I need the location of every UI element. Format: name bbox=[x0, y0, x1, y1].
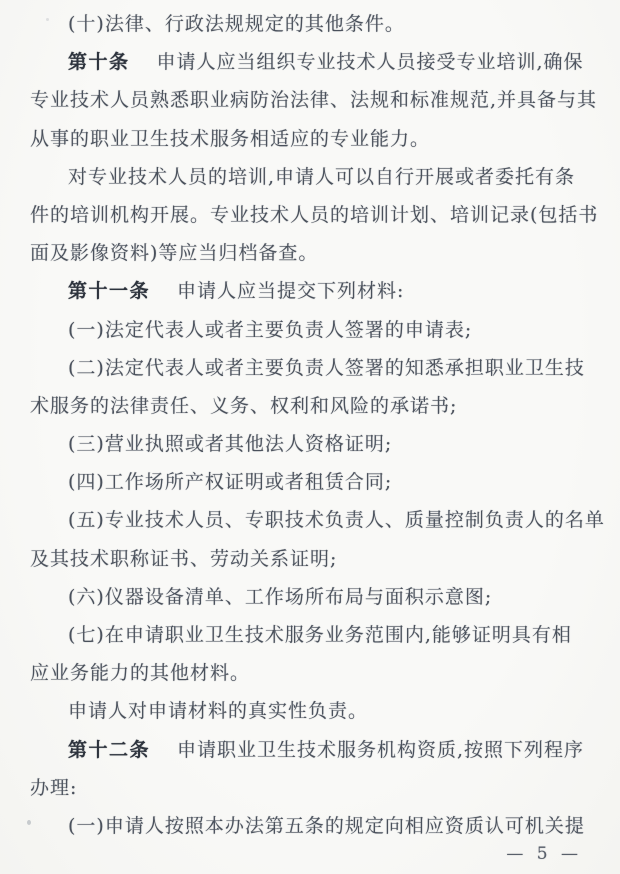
line-text: 办理: bbox=[30, 776, 78, 799]
scan-speck bbox=[46, 18, 49, 21]
page-number: — 5 — bbox=[506, 844, 582, 864]
article-heading-line bbox=[30, 731, 614, 769]
line-text: (二)法定代表人或者主要负责人签署的知悉承担职业卫生技 bbox=[68, 356, 585, 379]
line-text: 专业技术人员熟悉职业病防治法律、法规和标准规范,并具备与其 bbox=[30, 89, 598, 112]
line-text: 申请职业卫生技术服务机构资质,按照下列程序 bbox=[177, 738, 585, 761]
article-number: 第十二条 bbox=[68, 738, 151, 761]
line-text: 申请人应当组织专业技术人员接受专业培训,确保 bbox=[156, 51, 584, 74]
line-text: (十)法律、行政法规规定的其他条件。 bbox=[68, 13, 405, 35]
text-line bbox=[30, 120, 614, 158]
text-line bbox=[30, 349, 614, 387]
document-body bbox=[30, 5, 614, 845]
text-line bbox=[30, 540, 614, 578]
line-text: 件的培训机构开展。专业技术人员的培训计划、培训记录(包括书 bbox=[30, 203, 599, 226]
text-line bbox=[30, 234, 614, 272]
article-heading-line bbox=[30, 43, 614, 81]
line-text: 及其技术职称证书、劳动关系证明; bbox=[30, 547, 338, 570]
text-line bbox=[30, 81, 614, 119]
scan-speck bbox=[27, 820, 31, 825]
text-line bbox=[30, 807, 614, 845]
text-line bbox=[30, 425, 614, 463]
text-line bbox=[30, 501, 614, 539]
text-line bbox=[30, 158, 614, 196]
line-text: (五)专业技术人员、专职技术负责人、质量控制负责人的名单 bbox=[68, 509, 605, 532]
line-text: 应业务能力的其他材料。 bbox=[30, 662, 251, 685]
line-text: 术服务的法律责任、义务、权利和风险的承诺书; bbox=[30, 394, 458, 417]
line-text: (三)营业执照或者其他法人资格证明; bbox=[68, 433, 393, 456]
line-text: 申请人应当提交下列材料: bbox=[177, 280, 405, 303]
line-text: (一)申请人按照本办法第五条的规定向相应资质认可机关提 bbox=[68, 814, 585, 837]
article-number: 第十一条 bbox=[68, 280, 151, 303]
line-text: (七)在申请职业卫生技术服务业务范围内,能够证明具有相 bbox=[68, 624, 572, 646]
line-text: (四)工作场所产权证明或者租赁合同; bbox=[68, 471, 393, 494]
line-text: 对专业技术人员的培训,申请人可以自行开展或者委托有条 bbox=[68, 165, 576, 188]
line-text: (六)仪器设备清单、工作场所布局与面积示意图; bbox=[68, 585, 493, 608]
line-text: 从事的职业卫生技术服务相适应的专业能力。 bbox=[30, 127, 431, 150]
text-line bbox=[30, 578, 614, 616]
text-line bbox=[30, 5, 614, 43]
text-line bbox=[30, 654, 614, 692]
text-line bbox=[30, 387, 614, 425]
line-text: 申请人对申请材料的真实性负责。 bbox=[68, 700, 369, 723]
line-text: (一)法定代表人或者主要负责人签署的申请表; bbox=[68, 318, 473, 341]
text-line bbox=[30, 196, 614, 234]
text-line bbox=[30, 692, 614, 730]
text-line bbox=[30, 463, 614, 501]
article-number: 第十条 bbox=[68, 51, 130, 74]
text-line bbox=[30, 616, 614, 654]
text-line bbox=[30, 769, 614, 807]
text-line bbox=[30, 311, 614, 349]
line-text: 面及影像资料)等应当归档备查。 bbox=[30, 242, 319, 265]
article-heading-line bbox=[30, 272, 614, 310]
